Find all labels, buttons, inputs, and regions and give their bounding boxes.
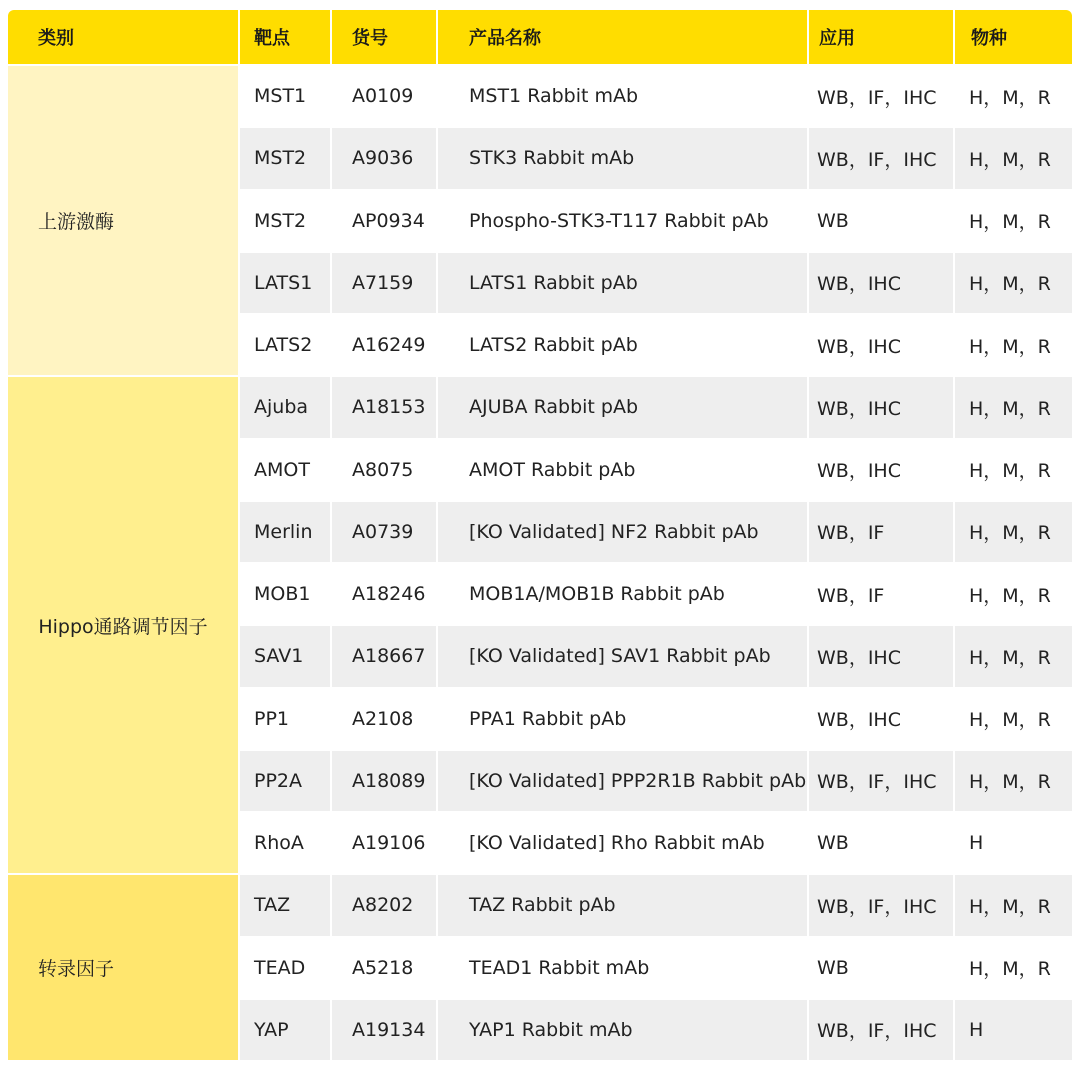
header-category: 类别 [8, 10, 240, 66]
application-cell: WB，IF，IHC [809, 66, 955, 128]
application-cell: WB，IF，IHC [809, 1000, 955, 1062]
target-cell: Ajuba [240, 377, 332, 439]
catalog-number-cell: A19134 [332, 1000, 438, 1062]
application-cell: WB，IHC [809, 626, 955, 688]
product-name-cell: LATS1 Rabbit pAb [438, 253, 809, 315]
application-cell: WB，IHC [809, 377, 955, 439]
product-name-cell: Phospho-STK3-T117 Rabbit pAb [438, 191, 809, 253]
application-cell: WB [809, 191, 955, 253]
target-cell: LATS1 [240, 253, 332, 315]
application-cell: WB，IHC [809, 253, 955, 315]
catalog-number-cell: A8202 [332, 875, 438, 937]
application-cell: WB，IHC [809, 315, 955, 377]
species-cell: H [955, 813, 1072, 875]
application-cell: WB [809, 813, 955, 875]
target-cell: Merlin [240, 502, 332, 564]
product-name-cell: STK3 Rabbit mAb [438, 128, 809, 190]
target-cell: PP2A [240, 751, 332, 813]
category-transcription-factors: 转录因子 [8, 875, 240, 1062]
category-upstream-kinase: 上游激酶 [8, 66, 240, 377]
application-cell: WB，IF，IHC [809, 751, 955, 813]
product-name-cell: MST1 Rabbit mAb [438, 66, 809, 128]
species-cell: H [955, 1000, 1072, 1062]
product-name-cell: AMOT Rabbit pAb [438, 440, 809, 502]
target-cell: MOB1 [240, 564, 332, 626]
species-cell: H，M，R [955, 440, 1072, 502]
product-name-cell: YAP1 Rabbit mAb [438, 1000, 809, 1062]
header-application: 应用 [809, 10, 955, 66]
target-cell: TEAD [240, 938, 332, 1000]
species-cell: H，M，R [955, 377, 1072, 439]
category-hippo-regulators: Hippo通路调节因子 [8, 377, 240, 875]
application-cell: WB，IF，IHC [809, 875, 955, 937]
catalog-number-cell: A0109 [332, 66, 438, 128]
product-name-cell: TEAD1 Rabbit mAb [438, 938, 809, 1000]
catalog-number-cell: AP0934 [332, 191, 438, 253]
product-name-cell: MOB1A/MOB1B Rabbit pAb [438, 564, 809, 626]
target-cell: AMOT [240, 440, 332, 502]
species-cell: H，M，R [955, 502, 1072, 564]
product-name-cell: TAZ Rabbit pAb [438, 875, 809, 937]
target-cell: MST2 [240, 128, 332, 190]
application-cell: WB，IF [809, 502, 955, 564]
catalog-number-cell: A8075 [332, 440, 438, 502]
application-cell: WB，IHC [809, 440, 955, 502]
catalog-number-cell: A18667 [332, 626, 438, 688]
application-cell: WB，IF，IHC [809, 128, 955, 190]
species-cell: H，M，R [955, 689, 1072, 751]
application-cell: WB，IHC [809, 689, 955, 751]
target-cell: PP1 [240, 689, 332, 751]
catalog-number-cell: A7159 [332, 253, 438, 315]
catalog-number-cell: A19106 [332, 813, 438, 875]
species-cell: H，M，R [955, 191, 1072, 253]
catalog-number-cell: A18153 [332, 377, 438, 439]
target-cell: TAZ [240, 875, 332, 937]
species-cell: H，M，R [955, 751, 1072, 813]
target-cell: MST1 [240, 66, 332, 128]
product-name-cell: LATS2 Rabbit pAb [438, 315, 809, 377]
species-cell: H，M，R [955, 315, 1072, 377]
product-name-cell: [KO Validated] SAV1 Rabbit pAb [438, 626, 809, 688]
product-table [8, 10, 1072, 1062]
species-cell: H，M，R [955, 564, 1072, 626]
species-cell: H，M，R [955, 875, 1072, 937]
target-cell: MST2 [240, 191, 332, 253]
application-cell: WB [809, 938, 955, 1000]
catalog-number-cell: A0739 [332, 502, 438, 564]
target-cell: LATS2 [240, 315, 332, 377]
catalog-number-cell: A18089 [332, 751, 438, 813]
header-product-name: 产品名称 [438, 10, 809, 66]
species-cell: H，M，R [955, 626, 1072, 688]
application-cell: WB，IF [809, 564, 955, 626]
product-name-cell: AJUBA Rabbit pAb [438, 377, 809, 439]
catalog-number-cell: A18246 [332, 564, 438, 626]
target-cell: RhoA [240, 813, 332, 875]
product-name-cell: PPA1 Rabbit pAb [438, 689, 809, 751]
product-name-cell: [KO Validated] Rho Rabbit mAb [438, 813, 809, 875]
product-name-cell: [KO Validated] PPP2R1B Rabbit pAb [438, 751, 809, 813]
target-cell: SAV1 [240, 626, 332, 688]
header-species: 物种 [955, 10, 1072, 66]
catalog-number-cell: A5218 [332, 938, 438, 1000]
catalog-number-cell: A16249 [332, 315, 438, 377]
header-target: 靶点 [240, 10, 332, 66]
species-cell: H，M，R [955, 66, 1072, 128]
catalog-number-cell: A9036 [332, 128, 438, 190]
species-cell: H，M，R [955, 938, 1072, 1000]
target-cell: YAP [240, 1000, 332, 1062]
catalog-number-cell: A2108 [332, 689, 438, 751]
product-name-cell: [KO Validated] NF2 Rabbit pAb [438, 502, 809, 564]
species-cell: H，M，R [955, 128, 1072, 190]
header-catalog-number: 货号 [332, 10, 438, 66]
species-cell: H，M，R [955, 253, 1072, 315]
